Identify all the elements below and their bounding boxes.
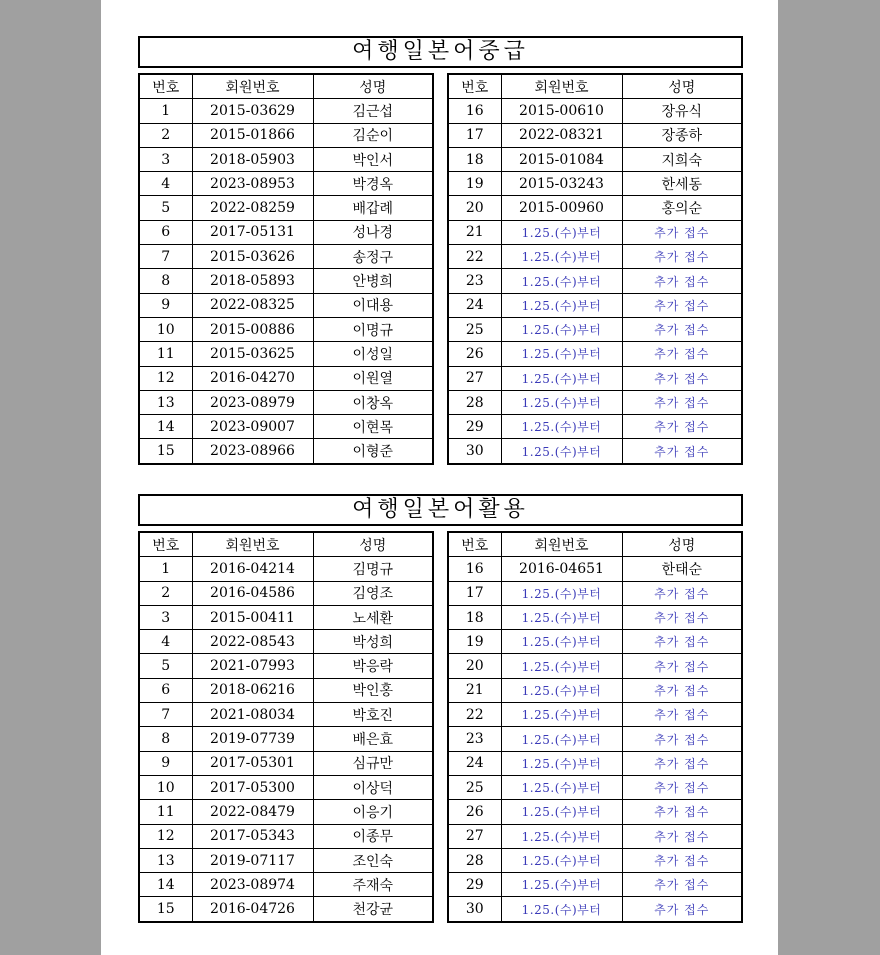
row-number: 25 (448, 317, 501, 341)
row-number: 10 (139, 775, 192, 799)
row-number: 9 (139, 293, 192, 317)
member-name: 한세동 (622, 172, 742, 196)
header-member-id: 회원번호 (192, 532, 313, 557)
row-number: 19 (448, 630, 501, 654)
member-name: 이명규 (313, 317, 433, 341)
row-number: 12 (139, 824, 192, 848)
row-number: 19 (448, 172, 501, 196)
member-name: 추가 접수 (622, 654, 742, 678)
member-name: 이성일 (313, 342, 433, 366)
member-id: 1.25.(수)부터 (501, 800, 622, 824)
member-id: 2019-07739 (192, 727, 313, 751)
table-row (139, 293, 433, 317)
member-id: 1.25.(수)부터 (501, 390, 622, 414)
member-id: 2023-08979 (192, 390, 313, 414)
member-id: 2015-03625 (192, 342, 313, 366)
table-row (139, 220, 433, 244)
member-name: 송정구 (313, 245, 433, 269)
header-number: 번호 (448, 532, 501, 557)
table-row (139, 366, 433, 390)
table-row (448, 220, 742, 244)
table-row (448, 630, 742, 654)
member-id: 2022-08543 (192, 630, 313, 654)
member-id: 2022-08321 (501, 123, 622, 147)
member-name: 추가 접수 (622, 751, 742, 775)
member-id: 2015-00886 (192, 317, 313, 341)
row-number: 2 (139, 581, 192, 605)
member-id: 1.25.(수)부터 (501, 630, 622, 654)
table-header-row (448, 74, 742, 99)
member-name: 주재숙 (313, 873, 433, 897)
table-row (448, 123, 742, 147)
header-name: 성명 (622, 74, 742, 99)
member-id: 1.25.(수)부터 (501, 269, 622, 293)
member-name: 추가 접수 (622, 630, 742, 654)
member-id: 2018-05893 (192, 269, 313, 293)
member-id: 1.25.(수)부터 (501, 727, 622, 751)
member-name: 추가 접수 (622, 342, 742, 366)
member-id: 1.25.(수)부터 (501, 824, 622, 848)
member-name: 이원열 (313, 366, 433, 390)
member-id: 1.25.(수)부터 (501, 366, 622, 390)
header-member-id: 회원번호 (501, 74, 622, 99)
row-number: 16 (448, 99, 501, 123)
table-row (139, 751, 433, 775)
table-header-row (139, 532, 433, 557)
member-name: 이응기 (313, 800, 433, 824)
member-id: 1.25.(수)부터 (501, 293, 622, 317)
roster-table-right (447, 73, 743, 465)
member-name: 추가 접수 (622, 366, 742, 390)
header-member-id: 회원번호 (192, 74, 313, 99)
member-name: 안병희 (313, 269, 433, 293)
member-id: 2015-01084 (501, 147, 622, 171)
member-name: 장유식 (622, 99, 742, 123)
row-number: 24 (448, 293, 501, 317)
table-row (448, 557, 742, 581)
row-number: 23 (448, 727, 501, 751)
row-number: 5 (139, 654, 192, 678)
table-header-row (448, 532, 742, 557)
table-row (139, 605, 433, 629)
member-id: 2015-00960 (501, 196, 622, 220)
member-name: 추가 접수 (622, 848, 742, 872)
member-id: 2015-00610 (501, 99, 622, 123)
member-name: 추가 접수 (622, 605, 742, 629)
member-name: 박성희 (313, 630, 433, 654)
row-number: 20 (448, 196, 501, 220)
member-id: 2017-05300 (192, 775, 313, 799)
row-number: 7 (139, 703, 192, 727)
member-name: 추가 접수 (622, 727, 742, 751)
table-row (139, 703, 433, 727)
member-name: 추가 접수 (622, 703, 742, 727)
member-name: 추가 접수 (622, 775, 742, 799)
roster-table-left (138, 531, 434, 923)
row-number: 7 (139, 245, 192, 269)
member-name: 이형준 (313, 439, 433, 464)
table-row (139, 99, 433, 123)
row-number: 18 (448, 605, 501, 629)
member-id: 2016-04726 (192, 897, 313, 922)
header-member-id: 회원번호 (501, 532, 622, 557)
member-name: 배갑례 (313, 196, 433, 220)
member-id: 1.25.(수)부터 (501, 605, 622, 629)
table-row (139, 172, 433, 196)
row-number: 28 (448, 390, 501, 414)
member-id: 2015-03626 (192, 245, 313, 269)
header-name: 성명 (622, 532, 742, 557)
row-number: 30 (448, 897, 501, 922)
table-row (139, 415, 433, 439)
member-name: 조인숙 (313, 848, 433, 872)
member-name: 추가 접수 (622, 293, 742, 317)
row-number: 13 (139, 390, 192, 414)
table-row (448, 727, 742, 751)
table-row (448, 293, 742, 317)
member-id: 1.25.(수)부터 (501, 342, 622, 366)
member-name: 성나경 (313, 220, 433, 244)
table-row (448, 824, 742, 848)
member-id: 2023-08974 (192, 873, 313, 897)
member-name: 박응락 (313, 654, 433, 678)
member-name: 김명규 (313, 557, 433, 581)
table-row (448, 439, 742, 464)
table-header-row (139, 74, 433, 99)
member-name: 김영조 (313, 581, 433, 605)
row-number: 1 (139, 557, 192, 581)
table-row (139, 775, 433, 799)
row-number: 21 (448, 678, 501, 702)
table-row (139, 390, 433, 414)
row-number: 24 (448, 751, 501, 775)
member-id: 2015-03243 (501, 172, 622, 196)
member-id: 2016-04214 (192, 557, 313, 581)
header-number: 번호 (448, 74, 501, 99)
table-row (139, 123, 433, 147)
member-name: 추가 접수 (622, 220, 742, 244)
row-number: 6 (139, 678, 192, 702)
row-number: 14 (139, 873, 192, 897)
row-number: 18 (448, 147, 501, 171)
table-row (139, 873, 433, 897)
member-id: 1.25.(수)부터 (501, 775, 622, 799)
table-row (139, 147, 433, 171)
header-name: 성명 (313, 74, 433, 99)
row-number: 15 (139, 439, 192, 464)
member-id: 2021-07993 (192, 654, 313, 678)
member-id: 1.25.(수)부터 (501, 220, 622, 244)
member-id: 2015-00411 (192, 605, 313, 629)
member-id: 1.25.(수)부터 (501, 678, 622, 702)
roster-table-left (138, 73, 434, 465)
table-row (448, 703, 742, 727)
member-name: 이현목 (313, 415, 433, 439)
member-id: 2016-04270 (192, 366, 313, 390)
row-number: 3 (139, 605, 192, 629)
row-number: 8 (139, 727, 192, 751)
table-row (139, 897, 433, 922)
member-id: 2022-08325 (192, 293, 313, 317)
table-row (448, 848, 742, 872)
member-name: 노세환 (313, 605, 433, 629)
row-number: 16 (448, 557, 501, 581)
table-row (448, 317, 742, 341)
table-row (448, 800, 742, 824)
table-row (448, 415, 742, 439)
row-number: 2 (139, 123, 192, 147)
table-row (139, 824, 433, 848)
table-row (448, 99, 742, 123)
table-row (448, 654, 742, 678)
row-number: 4 (139, 630, 192, 654)
member-name: 추가 접수 (622, 390, 742, 414)
member-name: 박인홍 (313, 678, 433, 702)
member-name: 이종무 (313, 824, 433, 848)
member-name: 지희숙 (622, 147, 742, 171)
table-row (139, 581, 433, 605)
row-number: 14 (139, 415, 192, 439)
member-name: 추가 접수 (622, 873, 742, 897)
member-id: 2015-01866 (192, 123, 313, 147)
row-number: 29 (448, 873, 501, 897)
table-row (448, 269, 742, 293)
member-name: 심규만 (313, 751, 433, 775)
member-name: 홍의순 (622, 196, 742, 220)
table-row (139, 557, 433, 581)
table-row (448, 751, 742, 775)
table-row (448, 605, 742, 629)
row-number: 21 (448, 220, 501, 244)
table-row (139, 269, 433, 293)
row-number: 20 (448, 654, 501, 678)
member-id: 2019-07117 (192, 848, 313, 872)
row-number: 17 (448, 123, 501, 147)
table-row (139, 245, 433, 269)
member-name: 추가 접수 (622, 245, 742, 269)
row-number: 28 (448, 848, 501, 872)
member-id: 2022-08479 (192, 800, 313, 824)
table-row (139, 678, 433, 702)
member-name: 장종하 (622, 123, 742, 147)
table-row (448, 196, 742, 220)
row-number: 4 (139, 172, 192, 196)
table-row (448, 897, 742, 922)
row-number: 15 (139, 897, 192, 922)
table-row (448, 390, 742, 414)
member-name: 추가 접수 (622, 415, 742, 439)
row-number: 12 (139, 366, 192, 390)
member-id: 1.25.(수)부터 (501, 581, 622, 605)
member-name: 이대용 (313, 293, 433, 317)
member-name: 이창옥 (313, 390, 433, 414)
row-number: 13 (139, 848, 192, 872)
row-number: 6 (139, 220, 192, 244)
member-name: 김근섭 (313, 99, 433, 123)
member-id: 1.25.(수)부터 (501, 751, 622, 775)
row-number: 23 (448, 269, 501, 293)
header-number: 번호 (139, 74, 192, 99)
member-id: 2017-05301 (192, 751, 313, 775)
row-number: 22 (448, 703, 501, 727)
table-row (139, 800, 433, 824)
row-number: 11 (139, 342, 192, 366)
member-id: 2018-05903 (192, 147, 313, 171)
table-row (139, 654, 433, 678)
row-number: 9 (139, 751, 192, 775)
row-number: 17 (448, 581, 501, 605)
table-row (448, 775, 742, 799)
member-name: 추가 접수 (622, 317, 742, 341)
row-number: 29 (448, 415, 501, 439)
table-row (139, 630, 433, 654)
member-id: 1.25.(수)부터 (501, 873, 622, 897)
member-id: 1.25.(수)부터 (501, 317, 622, 341)
member-id: 2021-08034 (192, 703, 313, 727)
table-row (448, 366, 742, 390)
row-number: 10 (139, 317, 192, 341)
member-name: 추가 접수 (622, 824, 742, 848)
table-row (448, 172, 742, 196)
member-id: 2016-04651 (501, 557, 622, 581)
member-id: 2023-09007 (192, 415, 313, 439)
member-name: 박호진 (313, 703, 433, 727)
member-id: 2022-08259 (192, 196, 313, 220)
member-id: 2017-05131 (192, 220, 313, 244)
member-name: 추가 접수 (622, 800, 742, 824)
row-number: 27 (448, 824, 501, 848)
row-number: 1 (139, 99, 192, 123)
table-row (139, 727, 433, 751)
row-number: 27 (448, 366, 501, 390)
roster-table-right (447, 531, 743, 923)
table-row (448, 342, 742, 366)
section-title: 여행일본어활용 (138, 494, 743, 526)
member-name: 이상덕 (313, 775, 433, 799)
table-row (139, 342, 433, 366)
table-row (448, 245, 742, 269)
member-name: 박인서 (313, 147, 433, 171)
table-row (448, 581, 742, 605)
member-id: 2023-08966 (192, 439, 313, 464)
row-number: 11 (139, 800, 192, 824)
row-number: 26 (448, 800, 501, 824)
member-name: 추가 접수 (622, 269, 742, 293)
member-name: 추가 접수 (622, 678, 742, 702)
table-row (448, 678, 742, 702)
row-number: 22 (448, 245, 501, 269)
member-name: 박경옥 (313, 172, 433, 196)
row-number: 8 (139, 269, 192, 293)
row-number: 3 (139, 147, 192, 171)
table-row (139, 196, 433, 220)
member-id: 2015-03629 (192, 99, 313, 123)
header-number: 번호 (139, 532, 192, 557)
member-name: 한태순 (622, 557, 742, 581)
member-name: 추가 접수 (622, 439, 742, 464)
member-id: 2016-04586 (192, 581, 313, 605)
row-number: 5 (139, 196, 192, 220)
member-id: 2018-06216 (192, 678, 313, 702)
member-id: 1.25.(수)부터 (501, 245, 622, 269)
member-id: 2017-05343 (192, 824, 313, 848)
member-id: 1.25.(수)부터 (501, 897, 622, 922)
member-id: 2023-08953 (192, 172, 313, 196)
member-name: 추가 접수 (622, 897, 742, 922)
section-title: 여행일본어중급 (138, 36, 743, 68)
member-name: 김순이 (313, 123, 433, 147)
table-row (448, 873, 742, 897)
member-id: 1.25.(수)부터 (501, 439, 622, 464)
member-name: 추가 접수 (622, 581, 742, 605)
member-name: 천강균 (313, 897, 433, 922)
member-id: 1.25.(수)부터 (501, 848, 622, 872)
member-name: 배은효 (313, 727, 433, 751)
header-name: 성명 (313, 532, 433, 557)
row-number: 25 (448, 775, 501, 799)
member-id: 1.25.(수)부터 (501, 703, 622, 727)
row-number: 26 (448, 342, 501, 366)
table-row (139, 848, 433, 872)
table-row (139, 317, 433, 341)
document-page (101, 0, 778, 955)
table-row (139, 439, 433, 464)
member-id: 1.25.(수)부터 (501, 415, 622, 439)
table-row (448, 147, 742, 171)
member-id: 1.25.(수)부터 (501, 654, 622, 678)
row-number: 30 (448, 439, 501, 464)
